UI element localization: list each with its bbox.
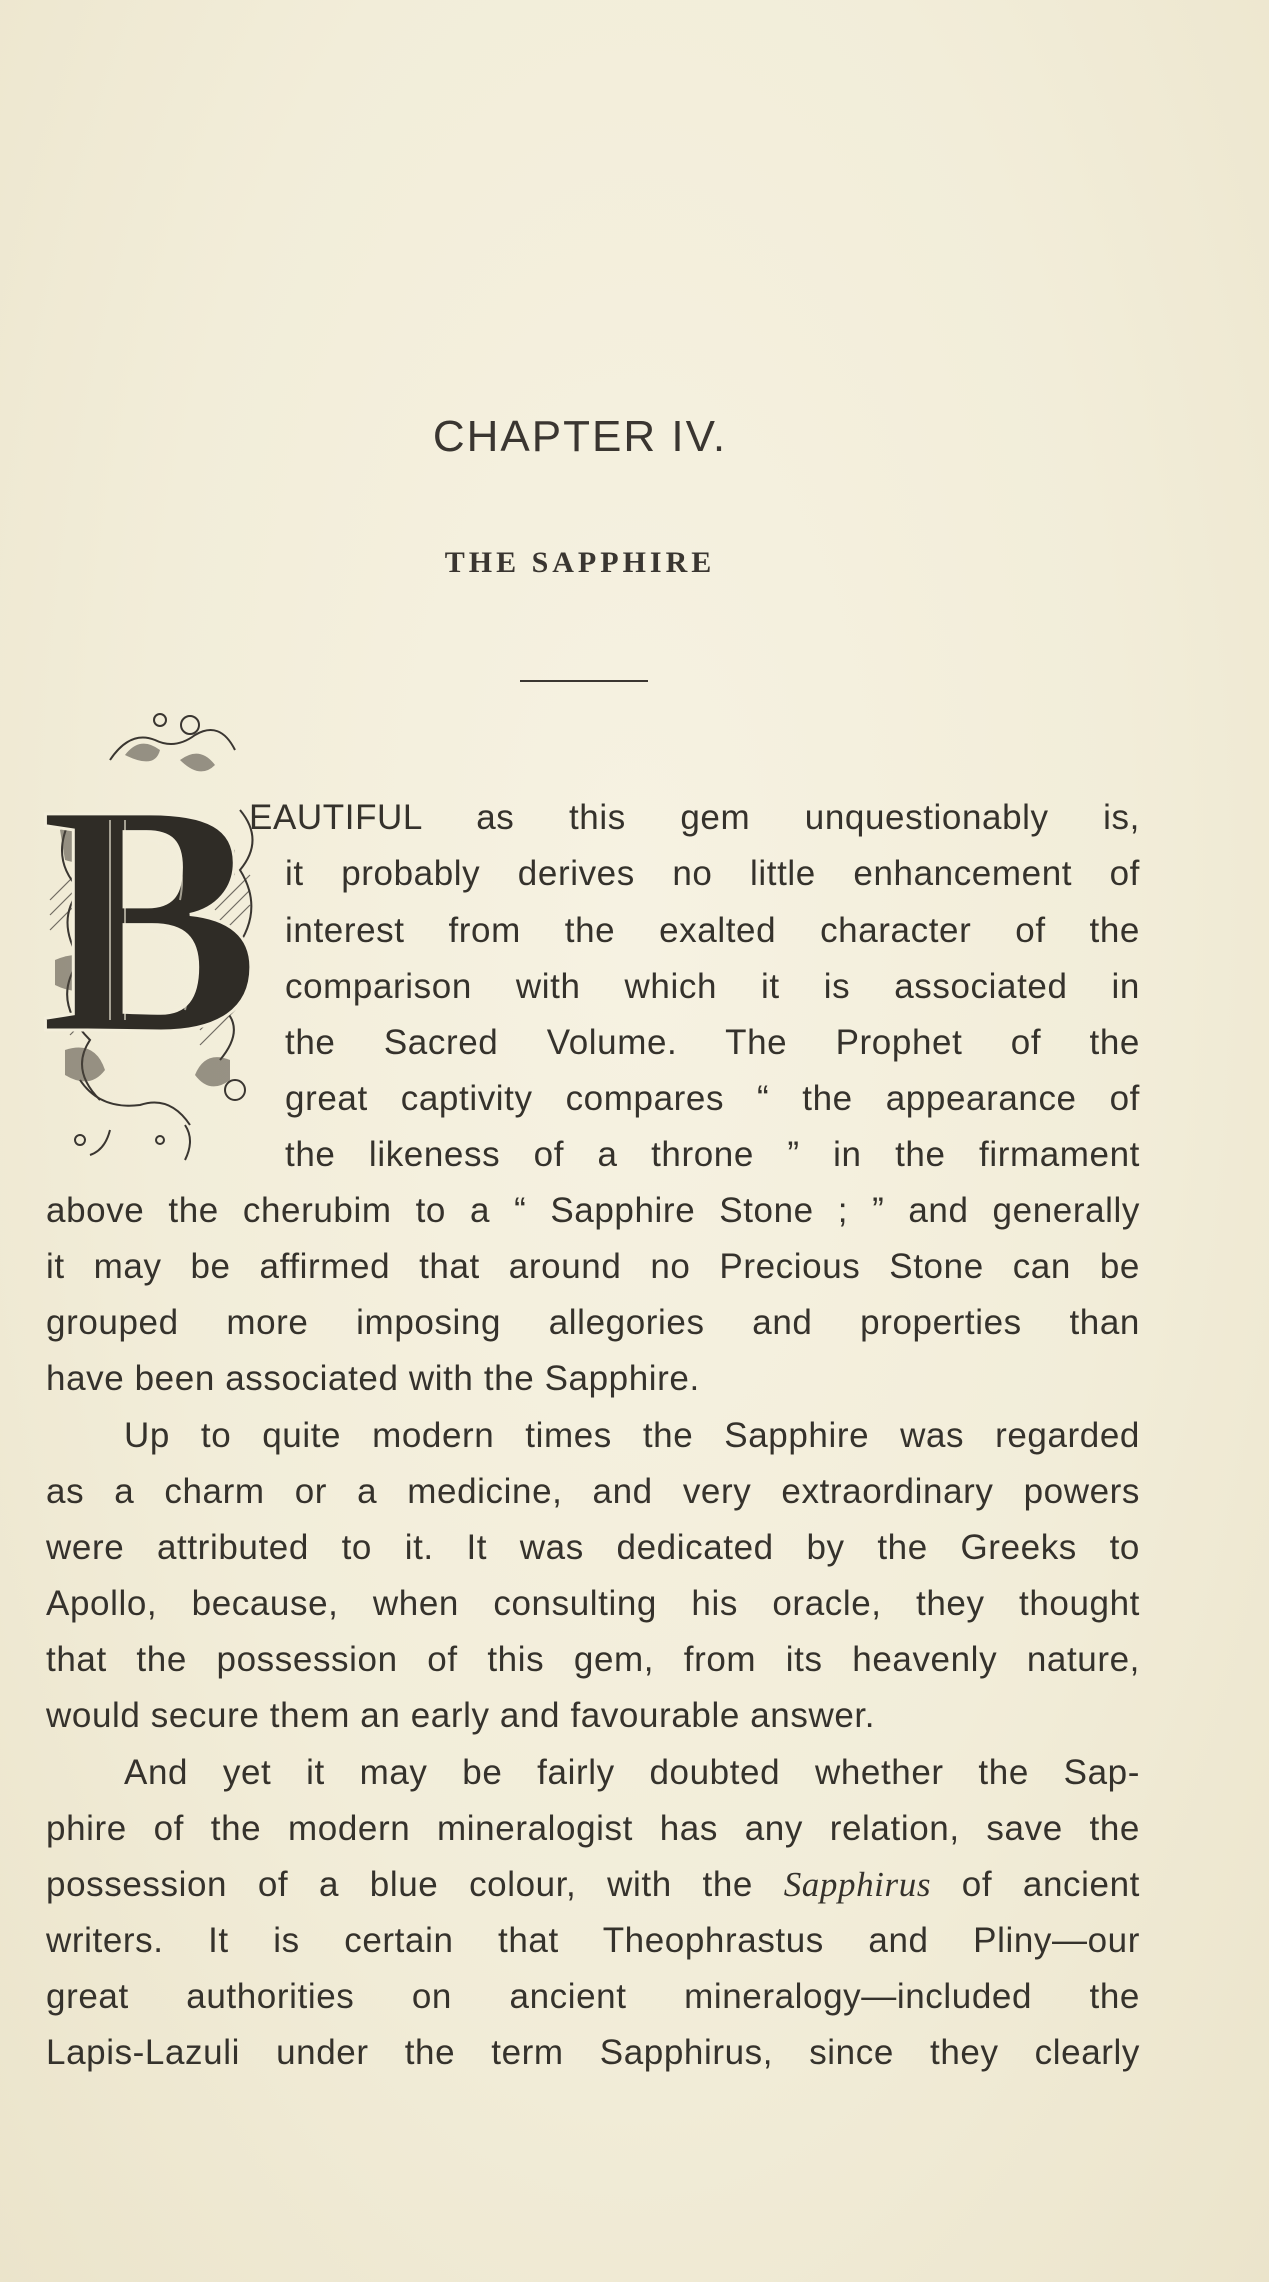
text-line-14: were attributed to it. It was dedicated by the Greeks to (46, 1528, 1140, 1567)
text-line-7: the likeness of a throne ” in the firmament (285, 1135, 1140, 1174)
text-line-3: interest from the exalted character of the (285, 911, 1140, 950)
text-line-12: Up to quite modern times the Sapphire was regarded (124, 1416, 1140, 1455)
text-line-19: phire of the modern mineralogist has any relation, save the (46, 1809, 1140, 1848)
line-20-after: of ancient (961, 1865, 1140, 1904)
text-line-4: comparison with which it is associated in (285, 967, 1140, 1006)
text-line-22: great authorities on ancient mineralogy—included the (46, 1977, 1140, 2016)
text-line-18: And yet it may be fairly doubted whether the Sap- (124, 1753, 1140, 1792)
text-line-2: it probably derives no little enhancement of (285, 854, 1140, 893)
ornamental-drop-cap (40, 700, 260, 1170)
text-line-9: it may be affirmed that around no Precious Stone can be (46, 1247, 1140, 1286)
text-line-16: that the possession of this gem, from its heavenly nature, (46, 1640, 1140, 1679)
text-line-15: Apollo, because, when consulting his oracle, they thought (46, 1584, 1140, 1623)
text-line-23: Lapis-Lazuli under the term Sapphirus, since they clearly (46, 2033, 1140, 2072)
text-line-10: grouped more imposing allegories and properties than (46, 1303, 1140, 1342)
section-divider (520, 680, 648, 682)
text-line-6: great captivity compares “ the appearance of (285, 1079, 1140, 1118)
text-line-13: as a charm or a medicine, and very extraordinary powers (46, 1472, 1140, 1511)
chapter-title: CHAPTER IV. (432, 412, 728, 461)
text-line-20 (46, 1865, 1140, 1905)
text-line-1: EAUTIFUL as this gem unquestionably is, (249, 798, 1140, 837)
chapter-subtitle: THE SAPPHIRE (444, 546, 716, 579)
text-line-8: above the cherubim to a “ Sapphire Stone ; ” and generally (46, 1191, 1140, 1230)
text-line-21: writers. It is certain that Theophrastus and Pliny—our (46, 1921, 1140, 1960)
text-line-11: have been associated with the Sapphire. (46, 1359, 700, 1398)
line-20-before: possession of a blue colour, with the (46, 1865, 753, 1904)
drop-cap-letter: B (40, 737, 260, 1102)
text-line-5: the Sacred Volume. The Prophet of the (285, 1023, 1140, 1062)
italic-term-sapphirus: Sapphirus (783, 1865, 932, 1904)
text-line-17: would secure them an early and favourable answer. (46, 1696, 876, 1735)
